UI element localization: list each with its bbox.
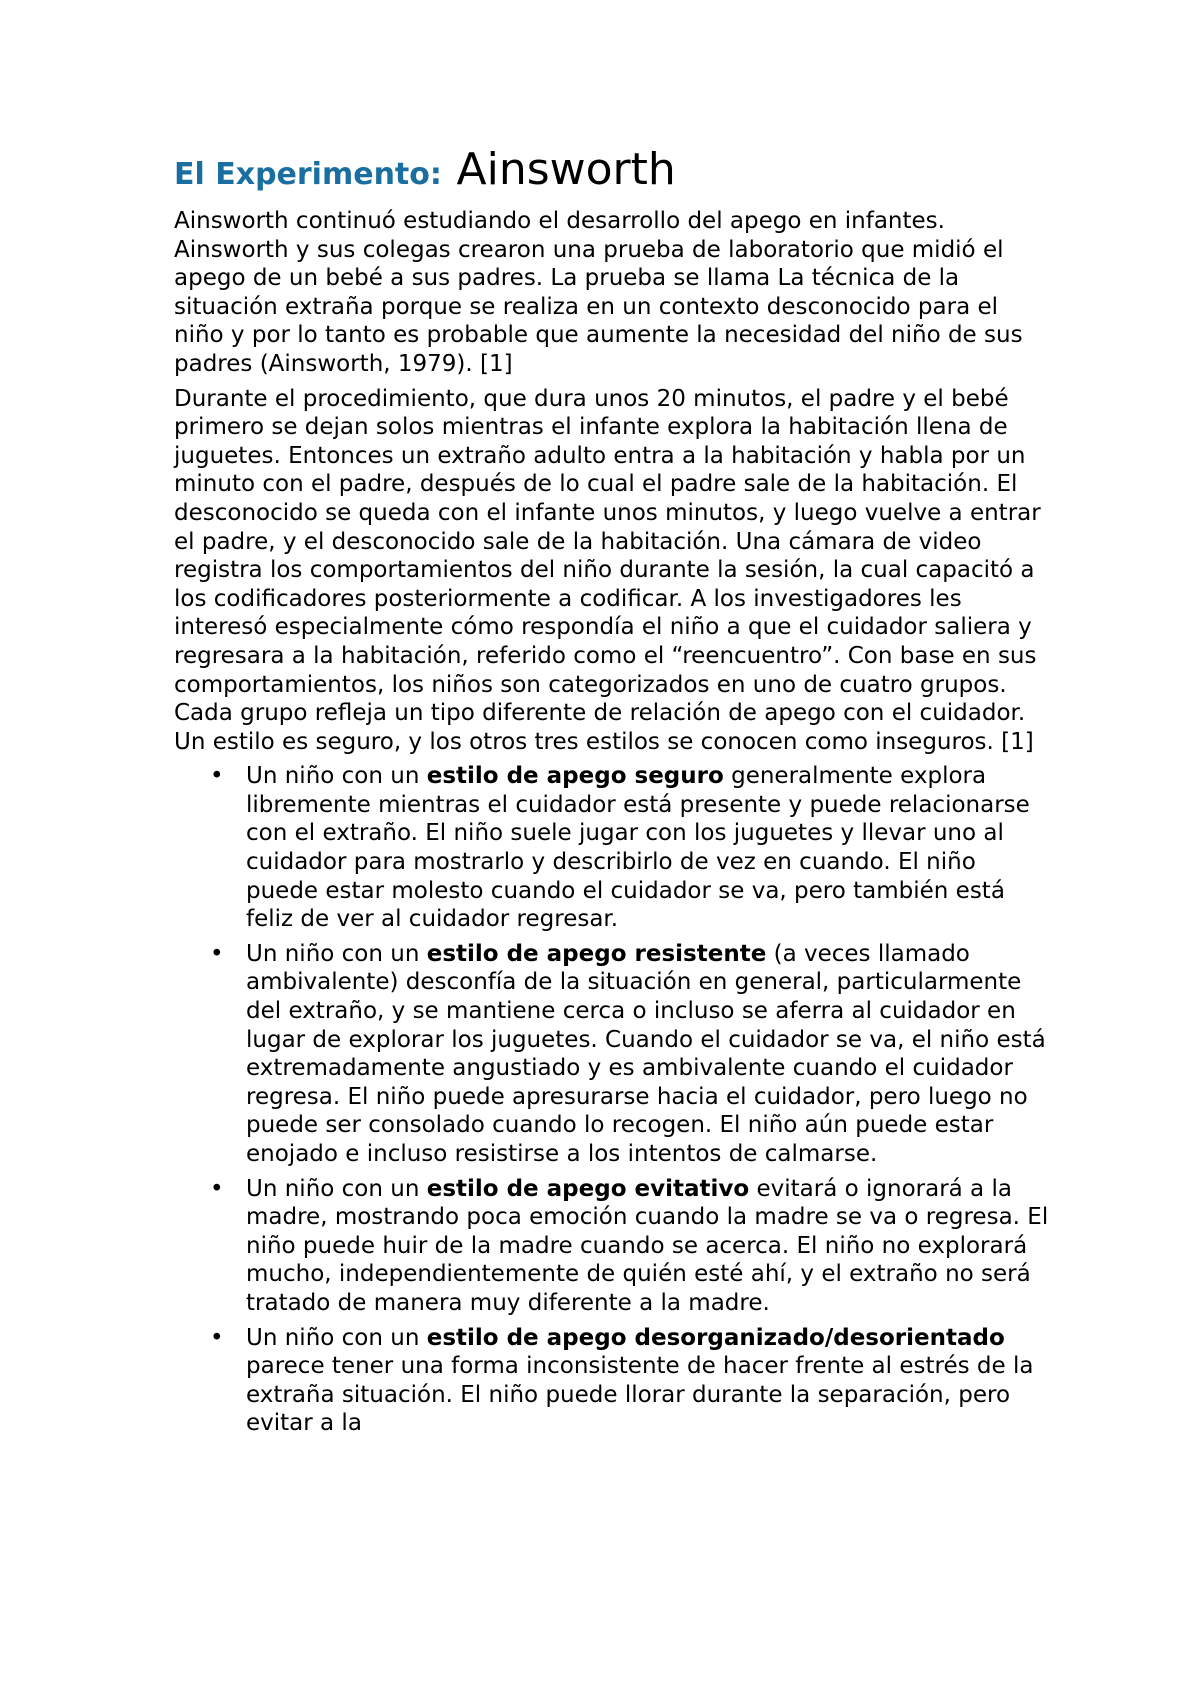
list-item-avoidant (174, 1175, 1054, 1318)
list-item-resistant (174, 940, 1054, 1169)
title-name: Ainsworth (456, 144, 676, 195)
bullet-icon: • (210, 763, 224, 790)
item-post: generalmente explora libremente mientras el cuidador está presente y puede relacionarse con el extraño. El niño suele jugar con los juguetes y llevar uno al cuidador para mostrarlo y describirlo de vez en cuando. El niño puede estar molesto cuando el cuidador se va, pero también está feliz de ver al cuidador regresar. (246, 763, 1030, 933)
attachment-styles-list (174, 762, 1054, 1438)
item-pre: Un niño con un (246, 1175, 427, 1202)
item-post: evitará o ignorará a la madre, mostrando poca emoción cuando la madre se va o regresa. El niño puede huir de la madre cuando se acerca. El niño no explorará mucho, independientemente de quién esté ahí, y el extraño no será tratado de manera muy diferente a la madre. (246, 1175, 1049, 1316)
item-term: estilo de apego seguro (426, 763, 724, 790)
list-item-disorganized (174, 1324, 1054, 1438)
item-term: estilo de apego resistente (426, 940, 767, 967)
procedure-paragraph: Durante el procedimiento, que dura unos 20 minutos, el padre y el bebé primero se dejan solos mientras el infante explora la habitación llena de juguetes. Entonces un extraño adulto entra a la habitación y habla por un minuto con el padre, después de lo cual el padre sale de la habitación. El desconocido se queda con el infante unos minutos, y luego vuelve a entrar el padre, y el desconocido sale de la habitación. Una cámara de video registra los comportamientos del niño durante la sesión, la cual capacitó a los codificadores posteriormente a codificar. A los investigadores les interesó especialmente cómo respondía el niño a que el cuidador saliera y regresara a la habitación, referido como el “reencuentro”. Con base en sus comportamientos, los niños son categorizados en uno de cuatro grupos. Cada grupo refleja un tipo diferente de relación de apego con el cuidador. Un estilo es seguro, y los otros tres estilos se conocen como inseguros. [1] (174, 385, 1041, 755)
item-pre: Un niño con un (246, 1324, 427, 1351)
page-title (174, 140, 1054, 203)
item-pre: Un niño con un (246, 763, 427, 790)
bullet-icon: • (210, 1324, 224, 1351)
list-item-secure (174, 762, 1054, 934)
item-term: estilo de apego evitativo (426, 1175, 750, 1202)
document-page (174, 140, 1054, 1444)
bullet-icon: • (210, 940, 224, 967)
intro-paragraph: Ainsworth continuó estudiando el desarrollo del apego en infantes. Ainsworth y sus colegas crearon una prueba de laboratorio que midió el apego de un bebé a sus padres. La prueba se llama La técnica de la situación extraña porque se realiza en un contexto desconocido para el niño y por lo tanto es probable que aumente la necesidad del niño de sus padres (Ainsworth, 1979). [1] (174, 208, 1023, 377)
bullet-icon: • (210, 1175, 224, 1202)
item-term: estilo de apego desorganizado/desorientado (426, 1324, 1005, 1351)
item-pre: Un niño con un (246, 940, 427, 967)
item-post: parece tener una forma inconsistente de hacer frente al estrés de la extraña situación. El niño puede llorar durante la separación, pero evitar a la (246, 1353, 1034, 1437)
item-post: (a veces llamado ambivalente) desconfía de la situación en general, particularmente del extraño, y se mantiene cerca o incluso se aferra al cuidador en lugar de explorar los juguetes. Cuando el cuidador se va, el niño está extremadamente angustiado y es ambivalente cuando el cuidador regresa. El niño puede apresurarse hacia el cuidador, pero luego no puede ser consolado cuando lo recogen. El niño aún puede estar enojado e incluso resistirse a los intentos de calmarse. (246, 940, 1046, 1167)
title-lead: El Experimento: (174, 157, 442, 192)
